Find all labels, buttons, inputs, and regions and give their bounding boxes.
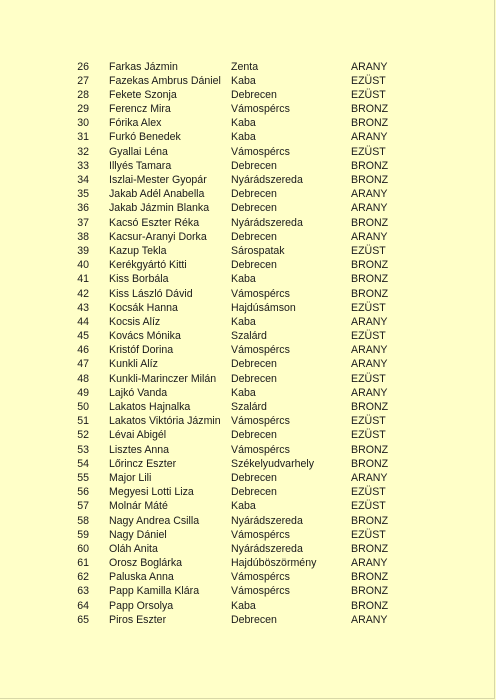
participant-city: Kaba	[231, 599, 256, 612]
medal-result: BRONZ	[351, 443, 389, 456]
participant-city: Nyárádszereda	[231, 174, 303, 186]
result-number: 33	[77, 159, 89, 172]
medal-result: BRONZ	[351, 585, 389, 598]
medal-result: BRONZ	[351, 159, 389, 172]
participant-city: Kaba	[231, 500, 256, 513]
medal-result: BRONZ	[351, 273, 389, 286]
medal-result: ARANY	[351, 344, 388, 357]
participant-city: Szalárd	[231, 401, 267, 413]
participant-city: Kaba	[231, 386, 256, 399]
result-number: 50	[77, 401, 89, 413]
result-row	[0, 499, 496, 513]
result-row	[0, 514, 496, 528]
participant-city: Debrecen	[231, 259, 277, 272]
participant-city: Nyárádszereda	[231, 542, 303, 555]
participant-city: Nyárádszereda	[231, 216, 303, 229]
result-row	[0, 201, 496, 215]
result-number: 62	[77, 571, 89, 584]
participant-name: Megyesi Lotti Liza	[109, 486, 194, 499]
participant-name: Kocsák Hanna	[109, 301, 178, 314]
participant-name: Orosz Boglárka	[109, 557, 183, 570]
participant-name: Lajkó Vanda	[109, 386, 168, 399]
result-number: 57	[77, 500, 89, 513]
participant-city: Vámospércs	[231, 344, 290, 357]
participant-city: Vámospércs	[231, 585, 290, 598]
participant-city: Debrecen	[231, 202, 277, 215]
participant-name: Fórika Alex	[109, 117, 162, 130]
medal-result: ARANY	[351, 131, 388, 144]
result-row	[0, 343, 496, 357]
participant-name: Kiss László Dávid	[109, 287, 193, 300]
participant-city: Vámospércs	[231, 415, 290, 428]
result-row	[0, 386, 496, 400]
medal-result: ARANY	[351, 315, 388, 328]
result-row	[0, 570, 496, 584]
result-number: 35	[77, 188, 89, 201]
participant-city: Debrecen	[231, 471, 277, 484]
result-number: 28	[77, 88, 89, 101]
result-number: 41	[77, 273, 89, 286]
result-row	[0, 613, 496, 627]
participant-city: Sárospatak	[231, 244, 285, 257]
result-number: 30	[77, 117, 89, 130]
participant-city: Debrecen	[231, 88, 277, 101]
medal-result: EZÜST	[351, 372, 386, 385]
participant-city: Hajdúböszörmény	[231, 557, 317, 570]
result-number: 52	[77, 429, 89, 442]
result-number: 56	[77, 486, 89, 499]
participant-name: Lőrincz Eszter	[109, 457, 177, 470]
participant-name: Papp Orsolya	[109, 599, 174, 612]
medal-result: EZÜST	[351, 244, 386, 257]
result-number: 61	[77, 557, 89, 570]
result-number: 32	[77, 145, 89, 158]
result-number: 42	[77, 287, 89, 300]
participant-city: Vámospércs	[231, 145, 290, 158]
participant-name: Gyallai Léna	[109, 145, 168, 158]
participant-city: Vámospércs	[231, 528, 290, 541]
result-number: 29	[77, 103, 89, 116]
result-number: 51	[77, 415, 89, 428]
medal-result: ARANY	[351, 188, 388, 201]
participant-name: Lakatos Viktória Jázmin	[109, 415, 221, 428]
result-number: 39	[77, 244, 89, 257]
medal-result: BRONZ	[351, 457, 389, 470]
result-number: 54	[77, 457, 89, 470]
medal-result: BRONZ	[351, 514, 389, 527]
result-number: 63	[77, 585, 89, 598]
participant-city: Kaba	[231, 131, 256, 144]
result-row	[0, 556, 496, 570]
participant-city: Nyárádszereda	[231, 514, 303, 527]
participant-name: Kazup Tekla	[109, 244, 167, 257]
participant-name: Fazekas Ambrus Dániel	[109, 74, 221, 87]
result-row	[0, 428, 496, 442]
result-number: 49	[77, 386, 89, 399]
participant-city: Vámospércs	[231, 571, 290, 584]
participant-city: Vámospércs	[231, 443, 290, 456]
participant-name: Kunkli-Marinczer Milán	[109, 372, 217, 385]
result-number: 40	[77, 259, 89, 272]
result-number: 44	[77, 315, 89, 328]
result-row	[0, 372, 496, 386]
medal-result: BRONZ	[351, 599, 389, 612]
result-row	[0, 88, 496, 102]
participant-name: Kacsó Eszter Réka	[109, 216, 200, 229]
participant-city: Debrecen	[231, 372, 277, 385]
participant-city: Kaba	[231, 315, 256, 328]
medal-result: BRONZ	[351, 542, 389, 555]
medal-result: BRONZ	[351, 103, 389, 116]
participant-city: Vámospércs	[231, 103, 290, 116]
participant-name: Lisztes Anna	[109, 443, 170, 456]
result-number: 58	[77, 514, 89, 527]
medal-result: EZÜST	[351, 74, 386, 87]
participant-name: Fekete Szonja	[109, 88, 177, 101]
result-number: 55	[77, 471, 89, 484]
participant-name: Kovács Mónika	[109, 330, 181, 343]
participant-name: Piros Eszter	[109, 613, 167, 626]
participant-name: Kocsis Alíz	[109, 315, 161, 328]
participant-city: Kaba	[231, 117, 256, 130]
medal-result: BRONZ	[351, 174, 389, 186]
medal-result: EZÜST	[351, 145, 386, 158]
result-row	[0, 145, 496, 159]
result-number: 26	[77, 60, 89, 73]
result-row	[0, 542, 496, 556]
result-row	[0, 244, 496, 258]
result-number: 47	[77, 358, 89, 371]
result-row	[0, 258, 496, 272]
result-row	[0, 357, 496, 371]
result-row	[0, 457, 496, 471]
result-number: 43	[77, 301, 89, 314]
result-row	[0, 329, 496, 343]
medal-result: BRONZ	[351, 571, 389, 584]
medal-result: ARANY	[351, 557, 388, 570]
result-row	[0, 400, 496, 414]
participant-name: Furkó Benedek	[109, 131, 181, 144]
participant-name: Iszlai-Mester Gyopár	[109, 174, 207, 186]
medal-result: ARANY	[351, 60, 388, 73]
participant-city: Debrecen	[231, 159, 277, 172]
results-list	[0, 60, 496, 628]
medal-result: ARANY	[351, 230, 388, 243]
result-row	[0, 471, 496, 485]
medal-result: EZÜST	[351, 528, 386, 541]
participant-name: Kacsur-Aranyi Dorka	[109, 230, 207, 243]
participant-city: Debrecen	[231, 486, 277, 499]
result-row	[0, 60, 496, 74]
result-row	[0, 599, 496, 613]
result-row	[0, 287, 496, 301]
result-row	[0, 414, 496, 428]
result-number: 45	[77, 330, 89, 343]
medal-result: EZÜST	[351, 415, 386, 428]
participant-name: Lakatos Hajnalka	[109, 401, 191, 413]
participant-name: Nagy Andrea Csilla	[109, 514, 200, 527]
result-number: 65	[77, 613, 89, 626]
result-number: 59	[77, 528, 89, 541]
result-number: 53	[77, 443, 89, 456]
participant-city: Székelyudvarhely	[231, 457, 315, 470]
medal-result: EZÜST	[351, 486, 386, 499]
medal-result: ARANY	[351, 358, 388, 371]
participant-name: Jakab Adél Anabella	[109, 188, 205, 201]
participant-city: Kaba	[231, 74, 256, 87]
medal-result: BRONZ	[351, 216, 389, 229]
result-number: 27	[77, 74, 89, 87]
participant-city: Debrecen	[231, 230, 277, 243]
medal-result: EZÜST	[351, 429, 386, 442]
participant-name: Kerékgyártó Kitti	[109, 259, 187, 272]
participant-name: Papp Kamilla Klára	[109, 585, 200, 598]
medal-result: EZÜST	[351, 88, 386, 101]
result-number: 34	[77, 174, 89, 186]
participant-name: Kristóf Dorina	[109, 344, 174, 357]
medal-result: BRONZ	[351, 117, 389, 130]
participant-name: Jakab Jázmin Blanka	[109, 202, 210, 215]
participant-city: Szalárd	[231, 330, 267, 343]
result-row	[0, 443, 496, 457]
participant-city: Debrecen	[231, 358, 277, 371]
participant-name: Ferencz Mira	[109, 103, 171, 116]
result-row	[0, 584, 496, 598]
result-row	[0, 230, 496, 244]
participant-name: Kunkli Alíz	[109, 358, 158, 371]
participant-name: Farkas Jázmin	[109, 60, 178, 73]
result-row	[0, 173, 496, 187]
participant-city: Zenta	[231, 60, 259, 73]
participant-name: Lévai Abigél	[109, 429, 167, 442]
participant-name: Paluska Anna	[109, 571, 174, 584]
participant-city: Debrecen	[231, 188, 277, 201]
result-number: 46	[77, 344, 89, 357]
result-row	[0, 315, 496, 329]
result-number: 36	[77, 202, 89, 215]
result-number: 38	[77, 230, 89, 243]
participant-city: Debrecen	[231, 613, 277, 626]
medal-result: ARANY	[351, 471, 388, 484]
medal-result: BRONZ	[351, 259, 389, 272]
result-row	[0, 116, 496, 130]
medal-result: ARANY	[351, 386, 388, 399]
participant-name: Nagy Dániel	[109, 528, 167, 541]
participant-city: Debrecen	[231, 429, 277, 442]
result-number: 64	[77, 599, 89, 612]
result-number: 60	[77, 542, 89, 555]
result-number: 31	[77, 131, 89, 144]
result-number: 37	[77, 216, 89, 229]
result-number: 48	[77, 372, 89, 385]
medal-result: EZÜST	[351, 500, 386, 513]
result-row	[0, 528, 496, 542]
medal-result: ARANY	[351, 613, 388, 626]
result-row	[0, 102, 496, 116]
medal-result: BRONZ	[351, 287, 389, 300]
result-row	[0, 74, 496, 88]
medal-result: EZÜST	[351, 330, 386, 343]
result-row	[0, 187, 496, 201]
result-row	[0, 159, 496, 173]
result-row	[0, 130, 496, 144]
result-row	[0, 301, 496, 315]
participant-city: Hajdúsámson	[231, 301, 296, 314]
participant-name: Molnár Máté	[109, 500, 168, 513]
result-row	[0, 485, 496, 499]
participant-name: Major Lili	[109, 471, 152, 484]
medal-result: ARANY	[351, 202, 388, 215]
participant-city: Vámospércs	[231, 287, 290, 300]
result-row	[0, 216, 496, 230]
participant-city: Kaba	[231, 273, 256, 286]
participant-name: Kiss Borbála	[109, 273, 169, 286]
medal-result: EZÜST	[351, 301, 386, 314]
participant-name: Illyés Tamara	[109, 159, 172, 172]
participant-name: Oláh Anita	[109, 542, 158, 555]
result-row	[0, 272, 496, 286]
medal-result: BRONZ	[351, 401, 389, 413]
